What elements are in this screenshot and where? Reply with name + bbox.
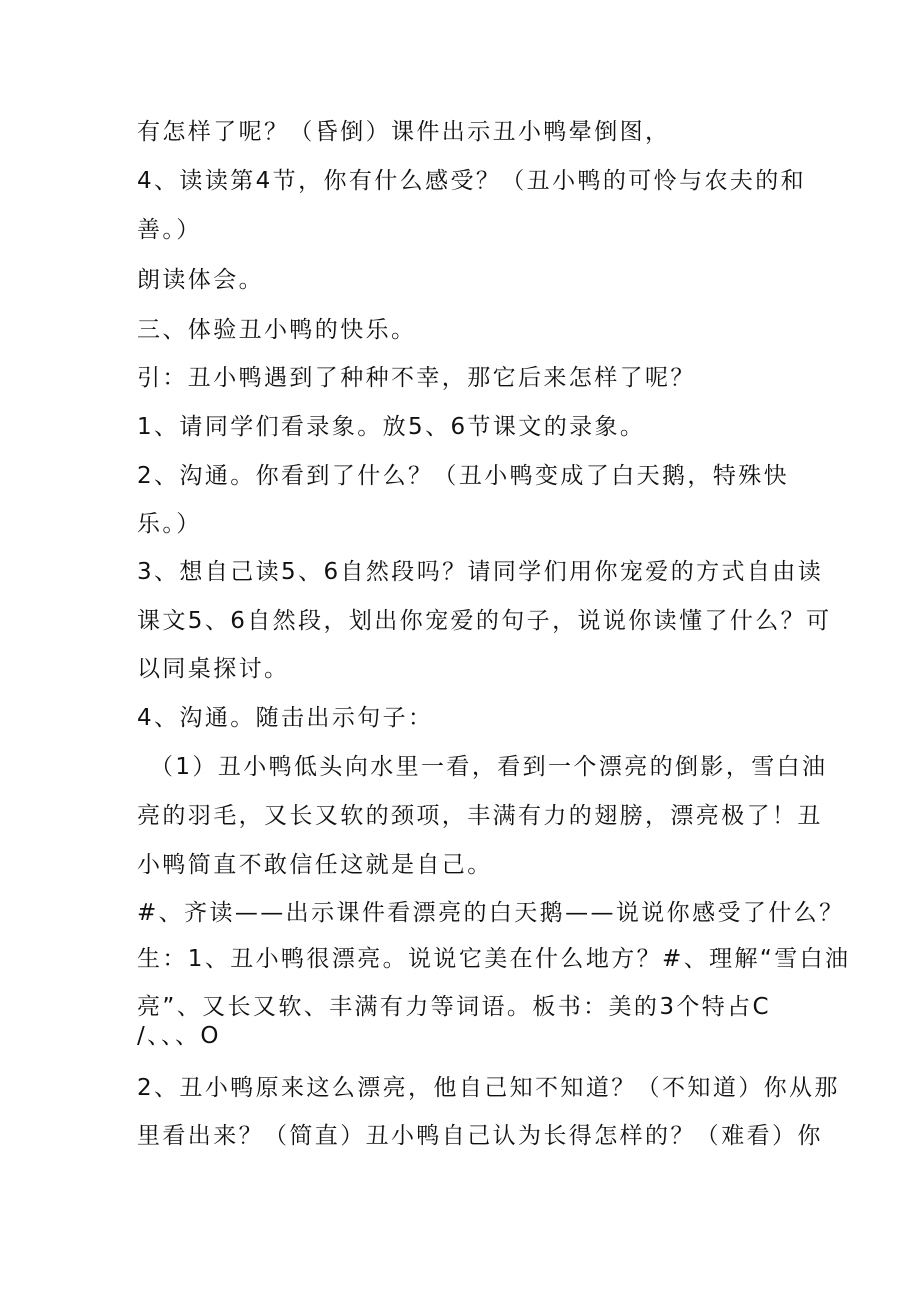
quoted-sentence-line: 亮的羽毛，又长又软的颈项，丰满有力的翅膀，漂亮极了！丑 (137, 803, 823, 829)
quoted-sentence-line: （1）丑小鸭低头向水里一看，看到一个漂亮的倒影，雪白油 (150, 754, 828, 780)
text-line: 朗读体会。 (137, 267, 264, 293)
text-line: 生：1、丑小鸭很漂亮。说说它美在什么地方？#、理解“雪白油 (137, 946, 851, 972)
text-line: 以同桌探讨。 (137, 656, 290, 682)
text-line: 4、读读第4节，你有什么感受？（丑小鸭的可怜与农夫的和 (137, 168, 807, 194)
text-line: 乐。） (137, 511, 202, 537)
section-heading: 三、体验丑小鸭的快乐。 (137, 317, 417, 343)
text-line: 引：丑小鸭遇到了种种不幸，那它后来怎样了呢？ (137, 365, 696, 391)
text-line: #、齐读——出示课件看漂亮的白天鹅——说说你感受了什么？ (137, 900, 845, 926)
text-line: 里看出来？（简直）丑小鸭自己认为长得怎样的？（难看）你 (137, 1123, 823, 1149)
text-line: 有怎样了呢？（昏倒）课件出示丑小鸭晕倒图， (137, 119, 671, 145)
text-line: 课文5、6自然段，划出你宠爱的句子，说说你读懂了什么？可 (137, 608, 832, 634)
quoted-sentence-line: 小鸭简直不敢信任这就是自己。 (137, 852, 493, 878)
text-line: 4、沟通。随击出示句子： (137, 705, 434, 731)
text-line: 2、沟通。你看到了什么？（丑小鸭变成了白天鹅，特殊快 (137, 463, 790, 489)
text-line: 1、请同学们看录象。放5、6节课文的录象。 (137, 414, 646, 440)
text-line: /、、、O (137, 1023, 221, 1049)
text-line: 2、丑小鸭原来这么漂亮，他自己知不知道？（不知道）你从那 (137, 1075, 840, 1101)
text-line: 善。） (137, 217, 202, 243)
text-line: 亮”、又长又软、丰满有力等词语。板书：美的3个特占C (137, 994, 772, 1020)
text-line: 3、想自己读5、6自然段吗？请同学们用你宠爱的方式自由读 (137, 559, 824, 585)
